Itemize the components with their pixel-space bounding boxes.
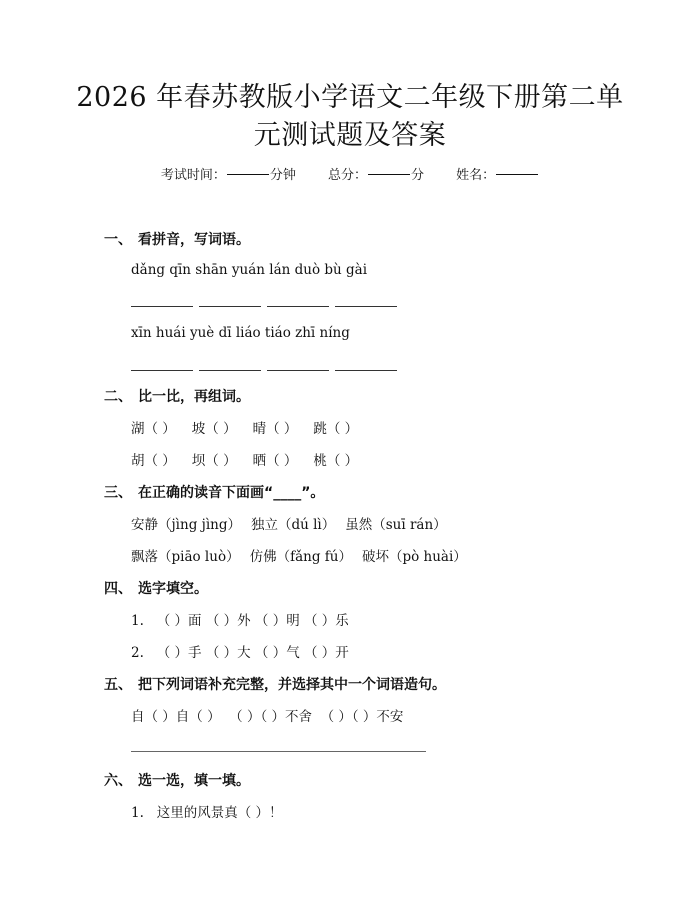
title-line-1: 2026 年春苏教版小学语文二年级下册第二单	[76, 82, 624, 113]
section-4-heading: 四、 选字填空。	[104, 581, 208, 597]
q1-pinyin-row-2: xīn huái yuè dī liáo tiáo zhī níng	[131, 325, 350, 341]
q4-row-1: 1. （ ）面 （ ）外 （ ）明 （ ）乐	[131, 613, 349, 629]
name-field: 姓名：	[456, 165, 539, 187]
section-6-heading: 六、 选一选，填一填。	[104, 773, 250, 789]
q2-row-1: 湖（ ） 坡（ ） 晴（ ） 跳（ ）	[131, 421, 359, 437]
q3-row-1: 安静（jìng jìng） 独立（dú lì） 虽然（suī rán）	[131, 517, 447, 533]
answer-blank[interactable]	[131, 306, 193, 307]
q5-row: 自（ ）自（ ） （ ）（ ）不舍 （ ）（ ）不安	[131, 709, 404, 725]
q1-pinyin-row-1: dǎng qīn shān yuán lán duò bù gài	[131, 262, 368, 278]
time-blank[interactable]	[227, 174, 269, 175]
answer-blank[interactable]	[199, 306, 261, 307]
title-line-2: 元测试题及答案	[253, 120, 447, 151]
answer-blank[interactable]	[267, 306, 329, 307]
section-5-heading: 五、 把下列词语补充完整，并选择其中一个词语造句。	[104, 677, 446, 693]
exam-meta	[0, 165, 700, 187]
score-field: 总分： 分	[327, 168, 425, 183]
q6-row-1: 1. 这里的风景真（ ）！	[131, 805, 283, 821]
section-3-heading: 三、 在正确的读音下面画“____”。	[104, 485, 325, 501]
q4-row-2: 2. （ ）手 （ ）大 （ ）气 （ ）开	[131, 645, 349, 661]
section-1-heading: 一、 看拼音，写词语。	[104, 232, 250, 248]
q3-row-2: 飘落（piāo luò） 仿佛（fǎng fú） 破坏（pò huài）	[131, 549, 467, 565]
answer-blank[interactable]	[199, 370, 261, 371]
answer-blank[interactable]	[335, 370, 397, 371]
answer-blank[interactable]	[131, 370, 193, 371]
page-title	[60, 79, 640, 155]
answer-blank[interactable]	[335, 306, 397, 307]
name-blank[interactable]	[496, 174, 538, 175]
q2-row-2: 胡（ ） 坝（ ） 晒（ ） 桃（ ）	[131, 453, 359, 469]
section-2-heading: 二、 比一比，再组词。	[104, 389, 250, 405]
time-field: 考试时间： 分钟	[160, 168, 296, 183]
sentence-answer-line[interactable]	[131, 751, 426, 752]
score-blank[interactable]	[368, 174, 410, 175]
answer-blank[interactable]	[267, 370, 329, 371]
